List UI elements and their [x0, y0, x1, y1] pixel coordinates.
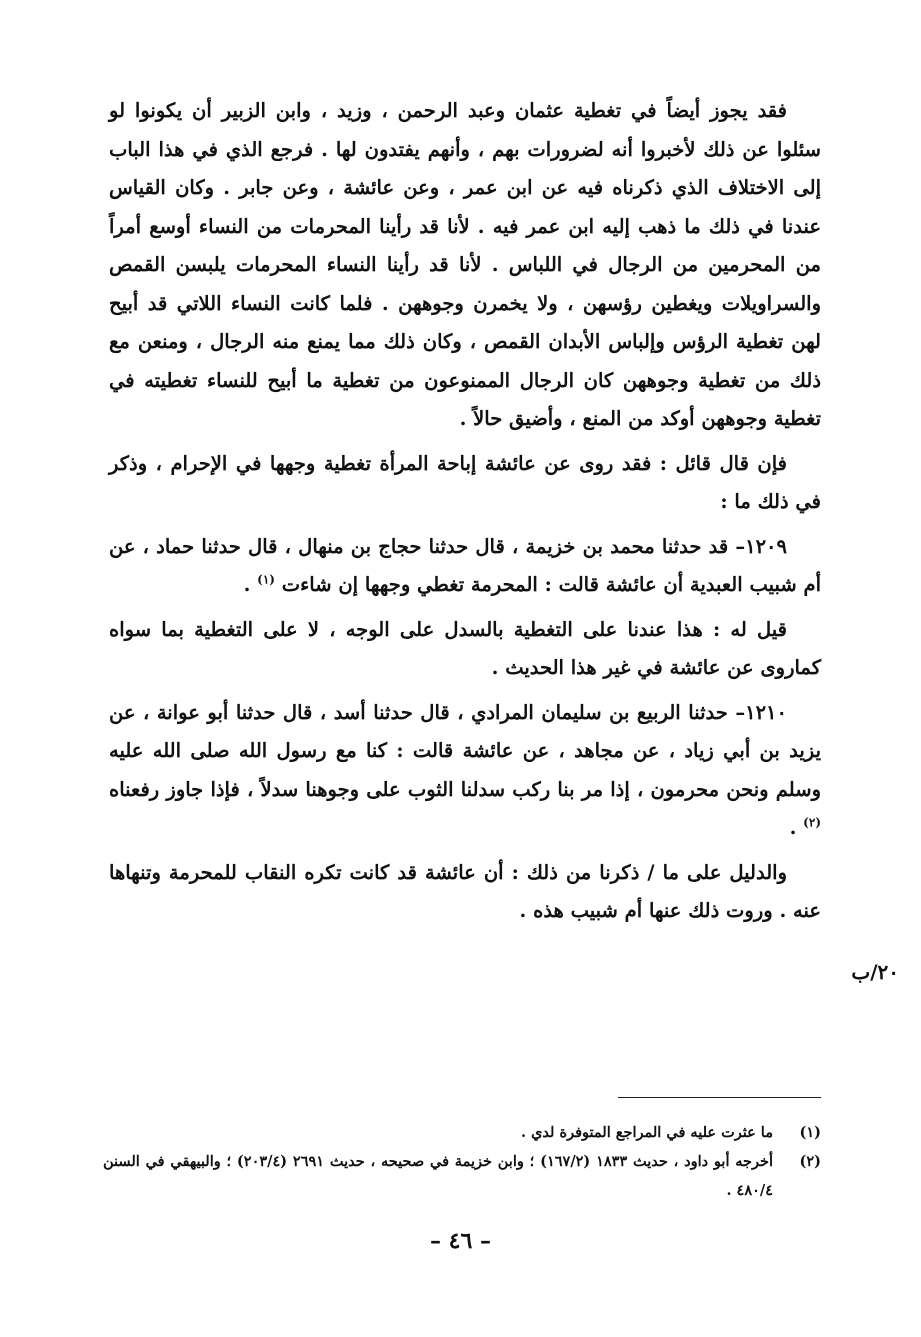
footnote-2 [103, 1147, 821, 1205]
footnote-1 [103, 1118, 821, 1147]
footnote-number: (٢) [799, 1153, 821, 1170]
paragraph-4: والدليل على ما / ذكرنا من ذلك : أن عائشة قد كانت تكره النقاب للمحرمة وتنهاها عنه . وروت ذلك عنها أم شبيب هذه . [109, 860, 821, 922]
hadith-dash: – [735, 700, 746, 724]
paragraph-2: فإن قال قائل : فقد روى عن عائشة إباحة المرأة تغطية وجهها في الإحرام ، وذكر في ذلك ما : [109, 451, 821, 513]
page-body [109, 92, 821, 931]
hadith-text: حدثنا الربيع بن سليمان المرادي ، قال حدثنا أسد ، قال حدثنا أبو عوانة ، عن يزيد بن أبي زياد ، عن مجاهد ، عن عائشة قالت : كنا مع رسول الله صلى الله عليه وسلم ونحن محرمون ، إذا مر بنا ركب سدلنا الثوب على وجوهنا سدلاً ، فإذا جاوز رفعناه [109, 700, 821, 801]
footnote-divider [618, 1097, 821, 1098]
hadith-number: ١٢١٠ [745, 700, 787, 724]
hadith-1210 [109, 694, 821, 848]
hadith-end: . [243, 573, 258, 596]
hadith-1209 [109, 528, 821, 605]
paragraph-1: فقد يجوز أيضاً في تغطية عثمان وعبد الرحمن ، وزيد ، وابن الزبير أن يكونوا لو سئلوا عن ذلك لأخبروا أنه لضرورات بهم ، وأنهم يفتدون لها . فرجع الذي في هذا الباب إلى الاختلاف الذي ذكرناه فيه عن ابن عمر ، وعن عائشة ، وعن جابر . وكان القياس عندنا في ذلك ما ذهب إليه ابن عمر فيه . لأنا قد رأينا المحرمات من النساء أوسع أمراً من المحرمين من الرجال في اللباس . لأنا قد رأينا النساء المحرمات يلبسن القمص والسراويلات ويغطين رؤسهن ، ولا يخمرن وجوههن . فلما كانت النساء اللاتي قد أبيح لهن تغطية الرؤس وإلباس الأبدان القمص ، وكان ذلك مما يمنع منه الرجال ، ومنعن مع ذلك من تغطية وجوههن كان الرجال الممنوعون من تغطية ما أبيح للنساء تغطيته في تغطية وجوههن أوكد من المنع ، وأضيق حالاً . [109, 99, 821, 430]
footnote-number: (١) [799, 1124, 821, 1141]
footnote-text: ما عثرت عليه في المراجع المتوفرة لدي . [520, 1124, 773, 1141]
hadith-number: ١٢٠٩ [745, 534, 787, 558]
footnote-reference: (١) [257, 572, 275, 587]
hadith-dash: – [735, 534, 746, 558]
manuscript-folio-marker: ٢٠/ب [851, 960, 899, 984]
hadith-end: . [789, 816, 804, 839]
footnotes [103, 1118, 821, 1205]
page-number: – ٤٦ – [430, 1228, 491, 1254]
footnote-reference: (٢) [803, 815, 821, 830]
hadith-text: قد حدثنا محمد بن خزيمة ، قال حدثنا حجاج بن منهال ، قال حدثنا حماد ، عن أم شبيب العبدية أن عائشة قالت : المحرمة تغطي وجهها إن شاءت [109, 534, 821, 596]
footnote-text: أخرجه أبو داود ، حديث ١٨٣٣ (١٦٧/٢) ؛ وابن خزيمة في صحيحه ، حديث ٢٦٩١ (٢٠٣/٤) ؛ والبيهقي في السنن ٤٨٠/٤ . [103, 1153, 773, 1199]
paragraph-3: قيل له : هذا عندنا على التغطية بالسدل على الوجه ، لا على التغطية بما سواه كماروى عن عائشة في غير هذا الحديث . [109, 617, 821, 679]
